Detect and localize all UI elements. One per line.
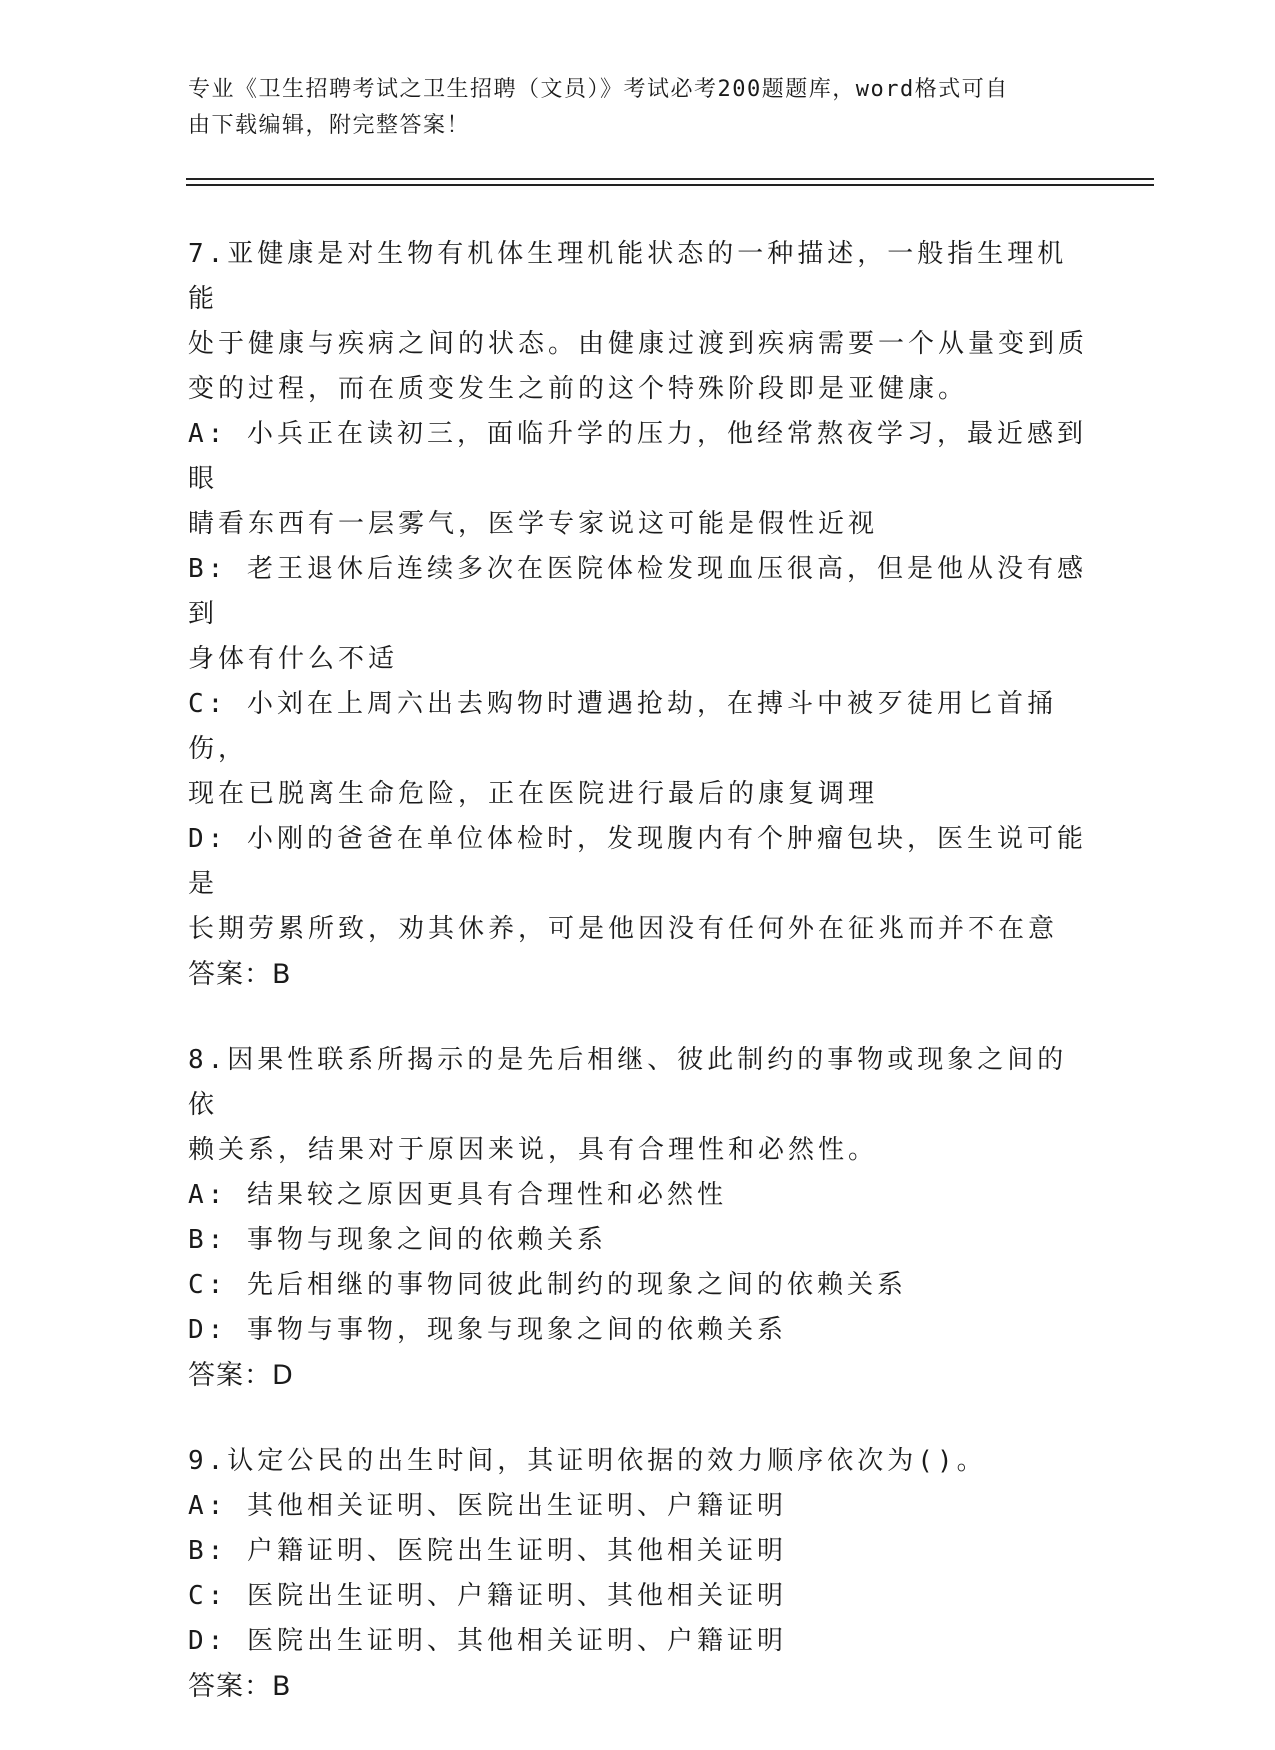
option-line: D: 小刚的爸爸在单位体检时，发现腹内有个肿瘤包块，医生说可能是 [188, 824, 1087, 899]
option-line: A: 小兵正在读初三，面临升学的压力，他经常熬夜学习，最近感到眼 [188, 419, 1087, 494]
header-divider-bottom [186, 184, 1154, 186]
option-b: B: 事物与现象之间的依赖关系 [188, 1225, 607, 1255]
option-line: 身体有什么不适 [188, 644, 399, 674]
question-line: 变的过程，而在质变发生之前的这个特殊阶段即是亚健康。 [188, 374, 969, 404]
question-line: 处于健康与疾病之间的状态。由健康过渡到疾病需要一个从量变到质 [188, 329, 1089, 359]
header-line-2: 由下载编辑，附完整答案！ [188, 113, 471, 138]
option-a: A: 其他相关证明、医院出生证明、户籍证明 [188, 1491, 787, 1521]
option-c [188, 682, 1088, 817]
option-d: D: 医院出生证明、其他相关证明、户籍证明 [188, 1626, 787, 1656]
option-a [188, 412, 1088, 547]
question-text [188, 232, 1088, 412]
answer-label: 答案：D [188, 1360, 294, 1391]
answer-label: 答案：B [188, 1671, 292, 1702]
question-9 [188, 1439, 1088, 1710]
option-c: C: 医院出生证明、户籍证明、其他相关证明 [188, 1581, 787, 1611]
option-line: 长期劳累所致，劝其休养，可是他因没有任何外在征兆而并不在意 [188, 914, 1059, 944]
question-8 [188, 1038, 1088, 1399]
option-d [188, 817, 1088, 952]
header-line-1: 专业《卫生招聘考试之卫生招聘（文员）》考试必考200题题库，word格式可自 [188, 77, 1009, 102]
option-line: 现在已脱离生命危险，正在医院进行最后的康复调理 [188, 779, 879, 809]
option-a: A: 结果较之原因更具有合理性和必然性 [188, 1180, 727, 1210]
question-line: 8.因果性联系所揭示的是先后相继、彼此制约的事物或现象之间的依 [188, 1045, 1068, 1120]
document-header [188, 72, 1068, 144]
question-text [188, 1038, 1088, 1173]
header-divider-top [186, 178, 1154, 180]
question-line: 7.亚健康是对生物有机体生理机能状态的一种描述，一般指生理机能 [188, 239, 1068, 314]
option-line: 睛看东西有一层雾气，医学专家说这可能是假性近视 [188, 509, 879, 539]
question-line: 9.认定公民的出生时间，其证明依据的效力顺序依次为()。 [188, 1446, 987, 1476]
question-list [188, 232, 1088, 1750]
question-7 [188, 232, 1088, 998]
option-c: C: 先后相继的事物同彼此制约的现象之间的依赖关系 [188, 1270, 907, 1300]
option-b: B: 户籍证明、医院出生证明、其他相关证明 [188, 1536, 787, 1566]
option-d: D: 事物与事物，现象与现象之间的依赖关系 [188, 1315, 787, 1345]
option-line: B: 老王退休后连续多次在医院体检发现血压很高，但是他从没有感到 [188, 554, 1087, 629]
answer-label: 答案：B [188, 959, 292, 990]
option-b [188, 547, 1088, 682]
option-line: C: 小刘在上周六出去购物时遭遇抢劫，在搏斗中被歹徒用匕首捅伤， [188, 689, 1057, 764]
question-line: 赖关系，结果对于原因来说，具有合理性和必然性。 [188, 1135, 879, 1165]
question-text [188, 1439, 1088, 1484]
